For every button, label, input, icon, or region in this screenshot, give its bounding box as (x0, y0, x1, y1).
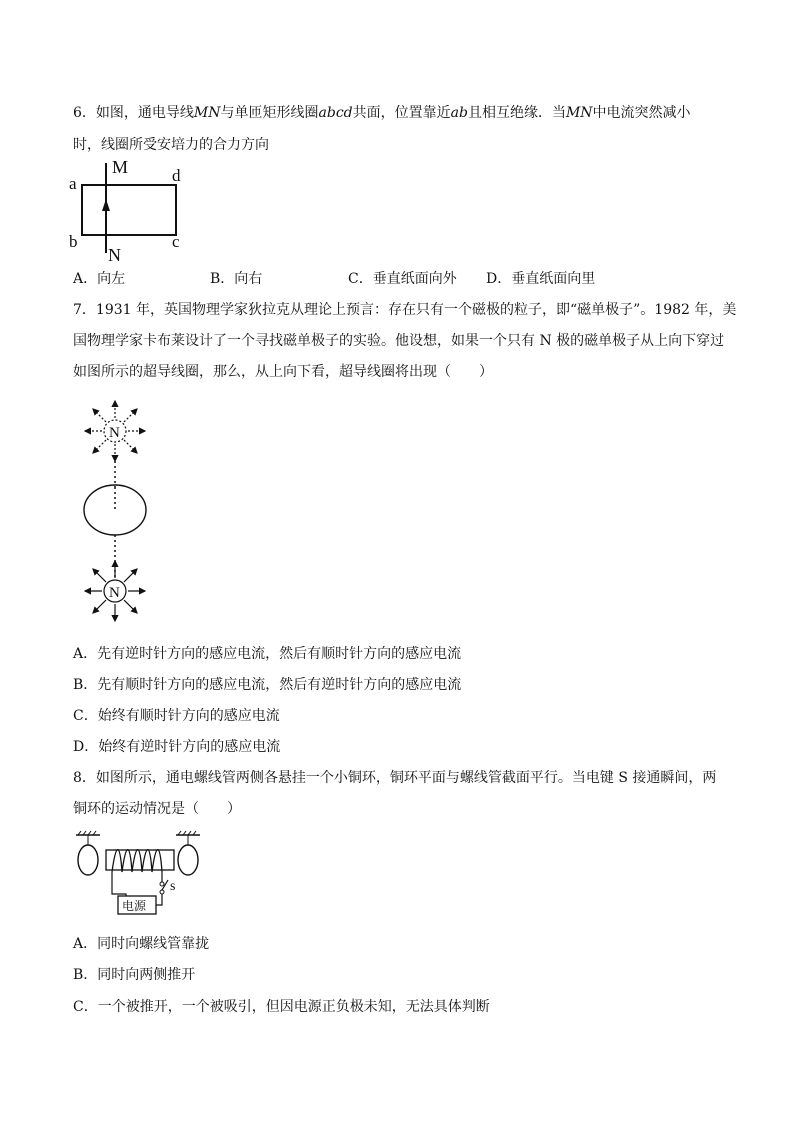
q8-switch-contact-bottom (160, 890, 164, 894)
q7-option-a[interactable]: A．先有逆时针方向的感应电流，然后有顺时针方向的感应电流 (73, 646, 462, 662)
q6-var-mn-2: MN (565, 105, 593, 121)
q6-label-a: a (69, 174, 77, 193)
q8-switch-label: s (170, 879, 176, 894)
q6-figure (66, 155, 196, 265)
q6-label-m: M (112, 157, 129, 177)
q7-option-c[interactable]: C．始终有顺时针方向的感应电流 (73, 708, 280, 724)
q8-right-ceiling-mount (176, 831, 200, 845)
q6-label-n: N (108, 245, 121, 265)
q8-option-a[interactable]: A．同时向螺线管靠拢 (73, 936, 210, 952)
q7-option-d[interactable]: D．始终有逆时针方向的感应电流 (73, 739, 281, 755)
q6-label-d: d (172, 166, 181, 185)
q7-bottom-label-n: N (109, 585, 120, 601)
q8-switch-lever (162, 880, 168, 890)
q7-option-b[interactable]: B．先有顺时针方向的感应电流，然后有逆时针方向的感应电流 (73, 677, 462, 693)
q6-option-c[interactable]: C．垂直纸面向外 (348, 271, 457, 287)
q8-line-1: 8．如图所示，通电螺线管两侧各悬挂一个小铜环，铜环平面与螺线管截面平行。当电键 S 接通瞬间，两 (73, 770, 717, 786)
q6-option-a[interactable]: A．向左 (73, 271, 126, 287)
q8-line-2: 铜环的运动情况是（ ） (73, 801, 241, 817)
q7-line-2: 国物理学家卡布莱设计了一个寻找磁单极子的实验。他设想，如果一个只有 N 极的磁单极子从上向下穿过 (73, 333, 725, 349)
q8-left-ceiling-mount (76, 831, 100, 845)
q8-switch-contact-top (160, 882, 164, 886)
q6-var-mn: MN (193, 105, 221, 121)
q6-text-4: 且相互绝缘．当 (467, 105, 566, 121)
q6-option-b[interactable]: B．向右 (210, 271, 263, 287)
q7-figure (74, 395, 156, 627)
q7-top-label-n: N (109, 425, 120, 441)
q6-current-arrow-icon (102, 199, 110, 211)
q8-power-source-label: 电源 (122, 899, 147, 913)
q6-text-5: 中电流突然减小 (592, 105, 691, 121)
q8-option-c[interactable]: C．一个被推开，一个被吸引，但因电源正负极未知，无法具体判断 (73, 999, 490, 1015)
q6-label-b: b (69, 232, 78, 251)
q8-right-copper-ring (178, 845, 198, 875)
q6-var-ab: ab (450, 105, 468, 121)
q6-text-2: 与单匝矩形线圈 (220, 105, 319, 121)
q8-option-b[interactable]: B．同时向两侧推开 (73, 967, 196, 983)
q7-line-1: 7．1931 年，英国物理学家狄拉克从理论上预言：存在只有一个磁极的粒子，即“磁单极子”。1982 年，美 (73, 302, 737, 318)
q6-var-abcd: abcd (318, 105, 353, 121)
q6-line-1 (73, 104, 691, 122)
q6-option-d[interactable]: D．垂直纸面向里 (486, 271, 596, 287)
q8-figure (70, 830, 206, 920)
q6-line-2: 时，线圈所受安培力的合力方向 (73, 137, 269, 153)
q7-line-3: 如图所示的超导线圈，那么，从上向下看，超导线圈将出现（ ） (73, 364, 493, 380)
q6-text-3: 共面，位置靠近 (352, 105, 451, 121)
q8-solenoid-coil (112, 850, 162, 873)
q8-left-copper-ring (78, 845, 98, 875)
q6-label-c: c (172, 232, 180, 251)
q6-coil-rectangle (82, 185, 176, 235)
q6-text-1: 6．如图，通电导线 (73, 105, 194, 121)
